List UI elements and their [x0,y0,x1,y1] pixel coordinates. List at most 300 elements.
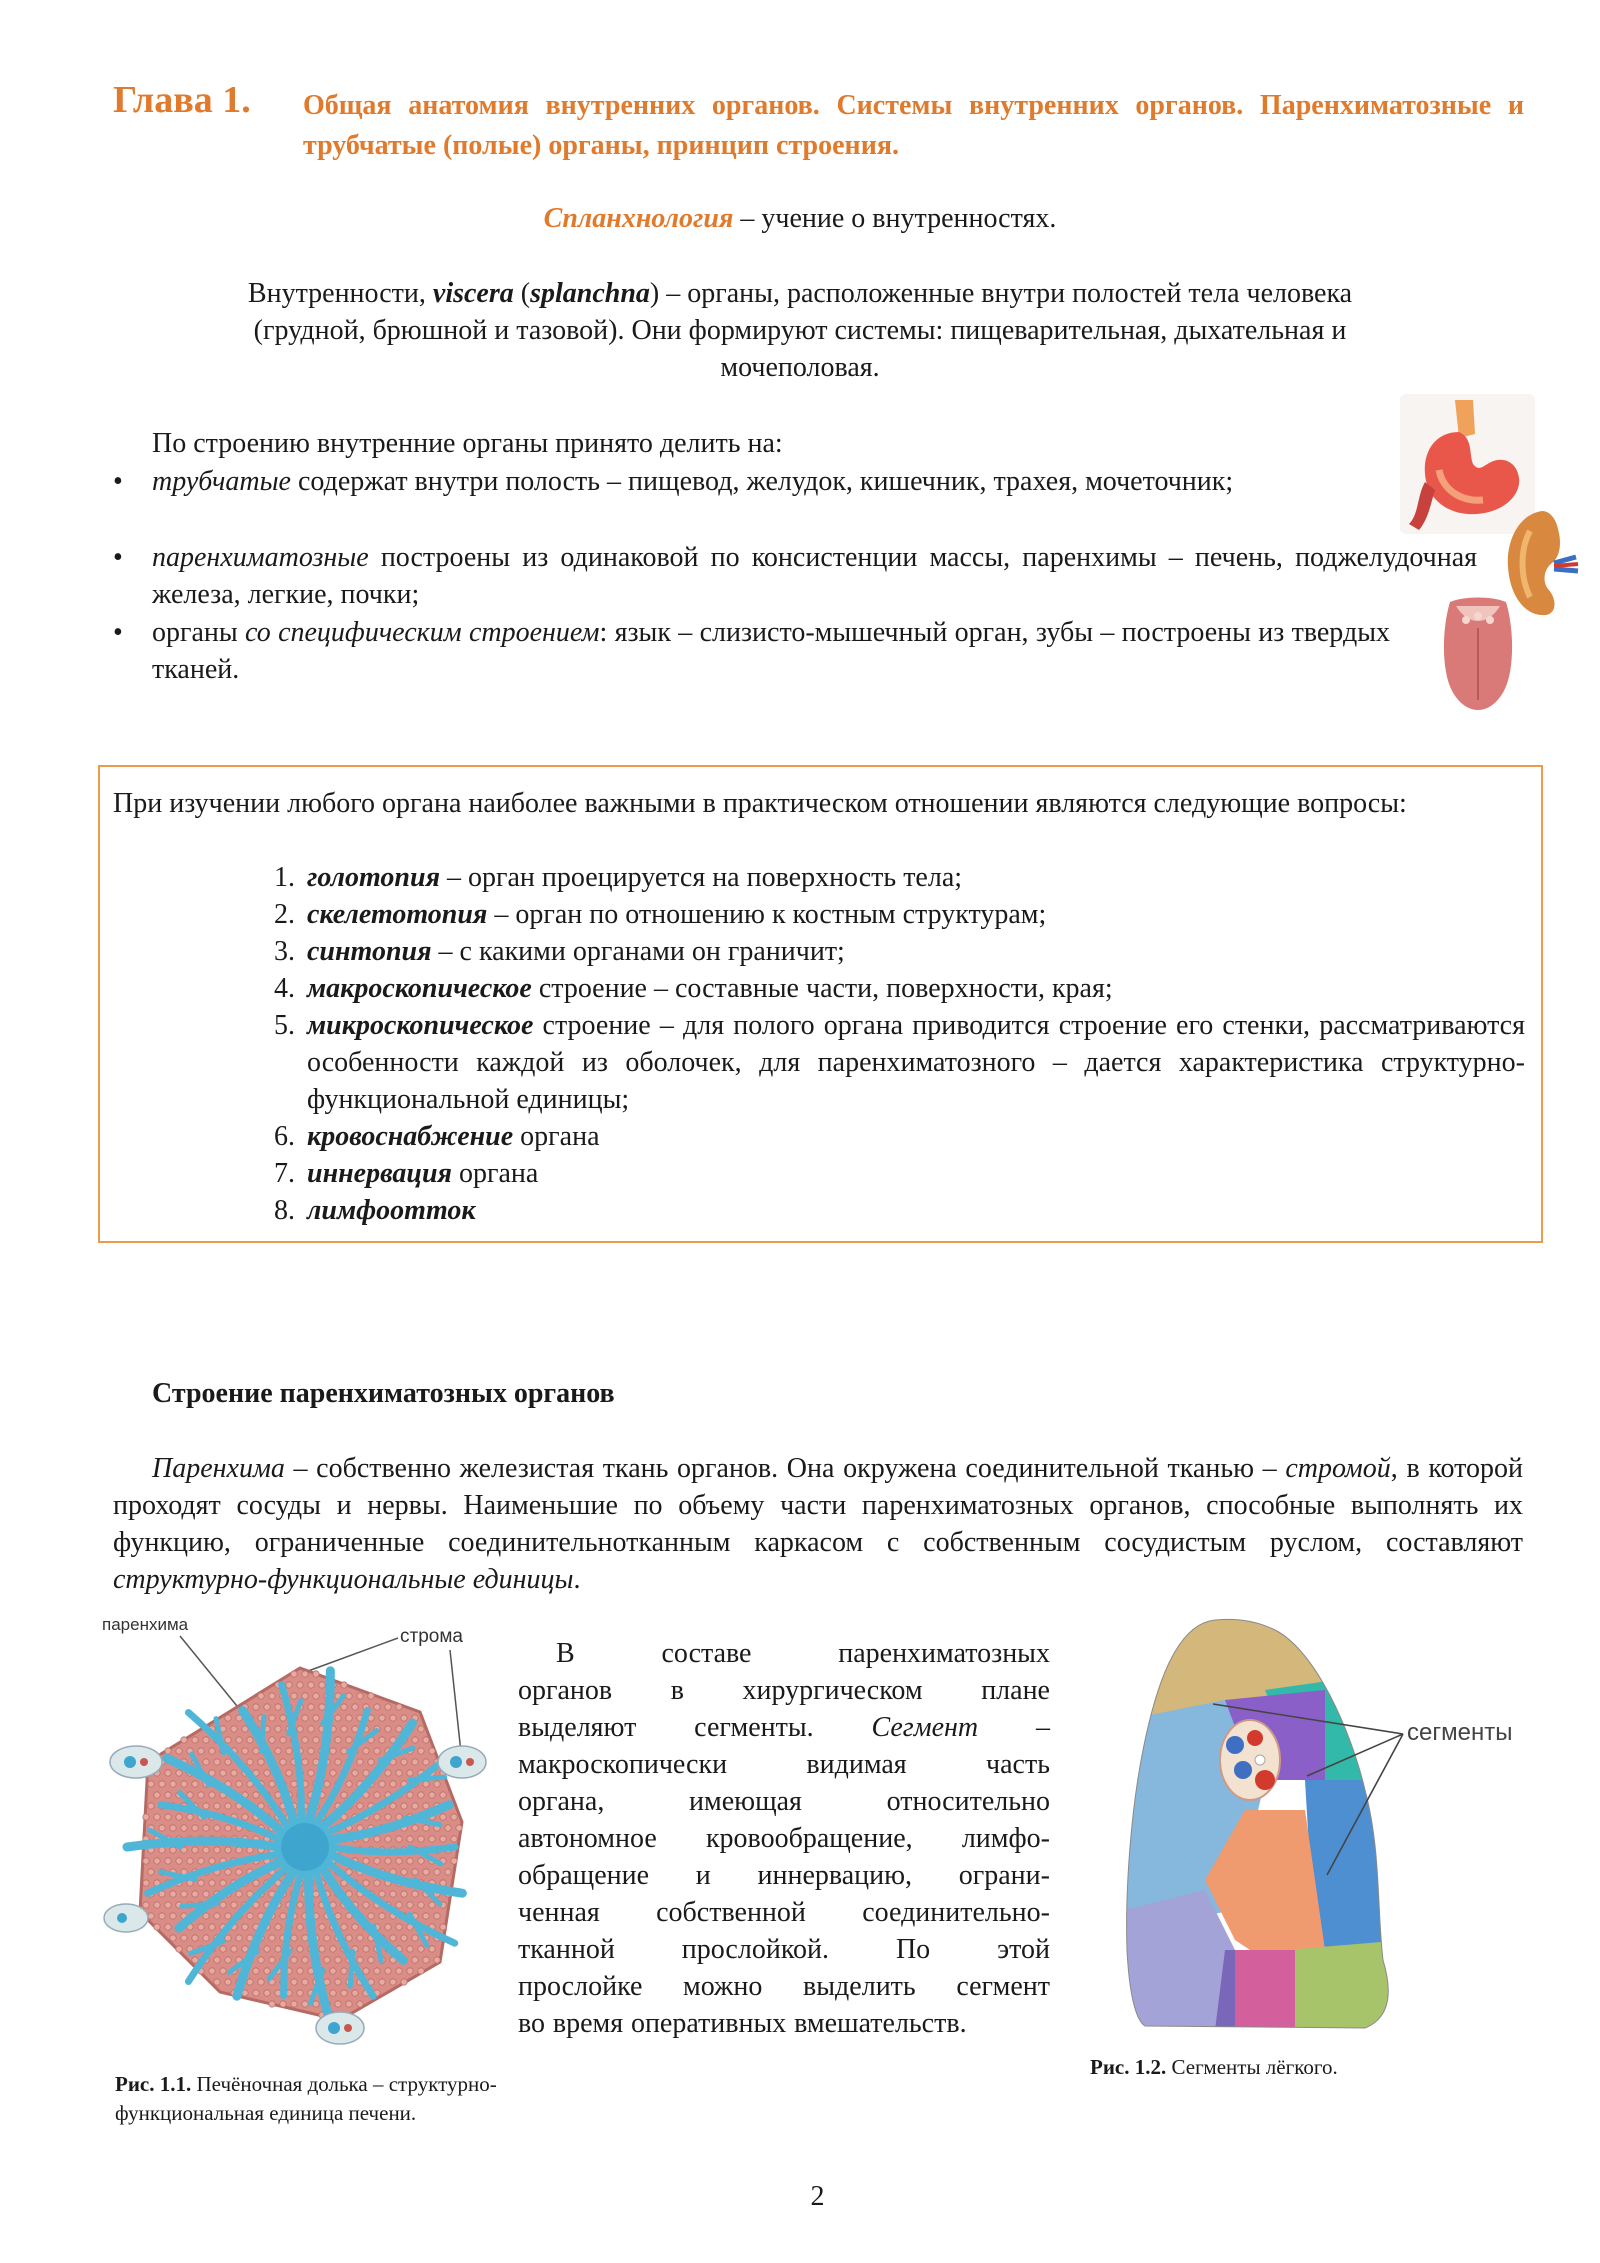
hepatocyte [412,1935,418,1941]
segment-paragraph [518,1635,1050,2042]
stroma-label: строма [400,1626,463,1647]
hepatocyte [209,1880,215,1886]
segment-word: вмешательств. [794,2008,967,2039]
hepatocyte [214,1979,220,1985]
hepatocyte [176,1770,182,1776]
hepatocyte [275,1924,281,1930]
hepatocyte [418,1726,424,1732]
hepatocyte [170,1935,176,1941]
hepatocyte [396,1924,402,1930]
figure1-caption-text-2: функциональная единица печени. [115,2101,417,2125]
hepatocyte [313,1693,319,1699]
hepatocyte [143,1880,149,1886]
hepatocyte [165,1924,171,1930]
hepatocyte [396,1704,402,1710]
segment-word: автономное [518,1823,657,1854]
hepatocyte [297,1990,303,1996]
segment-pink [1235,1950,1295,2030]
bullet-3-body: : язык – слизисто-мышечный орган, зубы – построены из твердых тканей. [152,617,1390,685]
structural-unit-term: структурно-функциональные единицы [113,1564,574,1595]
hepatocyte [401,1935,407,1941]
hepatocyte [187,1814,193,1820]
hepatocyte [335,1913,341,1919]
hepatocyte [159,1825,165,1831]
hepatocyte [269,1715,275,1721]
hepatocyte [225,1803,231,1809]
study-item [255,1192,1525,1229]
hepatocyte [423,1825,429,1831]
viscera-line-2: (грудной, брюшной и тазовой). Они формируют системы: пищеварительная, дыхательная и [253,315,1347,346]
hepatocyte [429,1748,435,1754]
stroma-leader-2 [450,1650,462,1762]
study-item-term: макроскопическое [307,973,532,1004]
segment-word: выделить [803,1971,916,2002]
hepatocyte [434,1913,440,1919]
hepatocyte [154,1814,160,1820]
hepatocyte [346,1715,352,1721]
hepatocyte [379,1979,385,1985]
hepatocyte [412,1825,418,1831]
hepatocyte [445,1825,451,1831]
hepatocyte [242,1814,248,1820]
hepatocyte [401,1715,407,1721]
viscera-suffix: ) – органы, расположенные внутри полостей тела человека [649,278,1353,309]
hepatocyte [418,1858,424,1864]
hepatocyte [352,1924,358,1930]
hepatocyte [330,1770,336,1776]
hepatocyte [319,1946,325,1952]
hepatocyte [330,1968,336,1974]
bullet-2-dot: • [113,542,123,573]
hepatocyte [192,1737,198,1743]
hepatocyte [313,1891,319,1897]
hepatocyte [280,1737,286,1743]
segment-word: видимая [806,1749,907,1780]
segments-label: сегменты [1407,1719,1513,1746]
study-item-term: микроскопическое [307,1010,534,1041]
hepatocyte [154,1858,160,1864]
tongue-illustration [1428,592,1528,717]
hepatocyte [236,1847,242,1853]
hepatocyte [313,2001,319,2007]
hepatocyte [269,1935,275,1941]
hepatocyte [203,1847,209,1853]
hepatocyte [423,1913,429,1919]
hepatocyte [165,1902,171,1908]
hepatocyte [341,1704,347,1710]
segment-word: выделяют [518,1712,637,1743]
study-item-text [307,896,1046,933]
hepatocyte [401,1759,407,1765]
hepatocyte [225,1847,231,1853]
hepatocyte [214,1803,220,1809]
hepatocyte [291,1671,297,1677]
hepatocyte [423,1957,429,1963]
hepatocyte [374,1858,380,1864]
hepatocyte [363,1770,369,1776]
hepatocyte [170,1913,176,1919]
segment-line [518,1709,1050,1746]
papilla-1 [1462,616,1470,624]
hepatocyte [302,1759,308,1765]
hepatocyte [198,1880,204,1886]
hepatocyte [280,1715,286,1721]
hepatocyte [396,1902,402,1908]
segment-word: ограни- [958,1860,1050,1891]
hepatocyte [225,1957,231,1963]
hepatocyte [264,1946,270,1952]
segment-term: Сегмент [871,1712,979,1743]
hepatocyte [203,1825,209,1831]
hepatocyte [412,1759,418,1765]
segment-word: и [695,1860,711,1891]
hepatocyte [154,1902,160,1908]
sinusoid-branch [410,1777,445,1779]
hepatocyte [319,1924,325,1930]
hepatocyte [269,1693,275,1699]
hepatocyte [159,1847,165,1853]
hepatocyte [192,1825,198,1831]
hepatocyte [451,1814,457,1820]
segment-word: прослойкой. [681,1934,829,1965]
hepatocyte [401,1979,407,1985]
study-item [255,896,1525,933]
hepatocyte [280,2001,286,2007]
study-item-body: строение – для полого органа приводится строение его стенки, рассматриваются особенности каждой из оболочек, для паренхиматозного – дается характеристика структурно-функциональной единицы; [307,1010,1525,1115]
hepatocyte [363,1858,369,1864]
hepatocyte [297,1968,303,1974]
sinusoid-branch [350,1951,353,1986]
section-title: Строение паренхиматозных органов [152,1378,615,1409]
hepatocyte [407,1968,413,1974]
hepatocyte [247,1979,253,1985]
hepatocyte [363,1968,369,1974]
hepatocyte [390,1935,396,1941]
hepatocyte [390,1781,396,1787]
hepatocyte [374,1748,380,1754]
hepatocyte [401,1869,407,1875]
hepatocyte [341,1924,347,1930]
hepatocyte [302,1737,308,1743]
hepatocyte [286,1748,292,1754]
hepatocyte [192,1847,198,1853]
hepatocyte [209,1792,215,1798]
hepatocyte [269,1737,275,1743]
segment-inferior-right [1285,1940,1405,2030]
parenchyma-label: паренхима [102,1615,189,1634]
hepatocyte [302,2001,308,2007]
hepatocyte [341,1792,347,1798]
study-item-number: 2. [274,899,295,930]
bullet-3-prefix: органы [152,617,246,648]
study-item [255,1155,1525,1192]
segment-line [518,1894,1050,1931]
hepatocyte [269,2001,275,2007]
hepatocyte [335,1715,341,1721]
study-item-body: – орган по отношению к костным структурам; [487,899,1047,930]
viscera-paragraph [0,275,1600,386]
segment-word: тканной [518,1934,615,1965]
hepatocyte [407,1770,413,1776]
hepatocyte [302,1715,308,1721]
segment-word: можно [683,1971,763,2002]
hepatocyte [220,1770,226,1776]
hepatocyte [390,1891,396,1897]
hepatocyte [253,1792,259,1798]
hepatocyte [159,1913,165,1919]
hepatocyte [291,1693,297,1699]
hepatocyte [220,1946,226,1952]
hepatocyte [143,1902,149,1908]
hepatocyte [418,1748,424,1754]
segment-word: составе [661,1638,752,1669]
study-item-text [307,1155,538,1192]
hepatocyte [275,1726,281,1732]
segment-line [518,1672,1050,1709]
hepatocyte [407,1902,413,1908]
hepatocyte [423,1781,429,1787]
segment-word: органа, [518,1786,605,1817]
bullet-1-dot: • [113,466,123,497]
hepatocyte [385,1726,391,1732]
hepatocyte [407,1858,413,1864]
stroma-leader-1 [300,1638,398,1674]
hepatocyte [418,1836,424,1842]
hepatocyte [324,1781,330,1787]
segment-line [518,1968,1050,2005]
hepatocyte [385,1968,391,1974]
segment-word: плане [981,1675,1050,1706]
segment-word: оперативных [630,2008,787,2039]
hepatocyte [363,1748,369,1754]
hepatocyte [291,1935,297,1941]
hepatocyte [440,1836,446,1842]
portal-triad-right [438,1746,486,1778]
central-vein [281,1823,329,1871]
hepatocyte [148,1869,154,1875]
hepatocyte [143,1858,149,1864]
hepatocyte [165,1814,171,1820]
hepatocyte [385,1858,391,1864]
hepatocyte [181,1737,187,1743]
hepatocyte [418,1946,424,1952]
hepatocyte [396,1836,402,1842]
hepatocyte [291,2001,297,2007]
hepatocyte [385,1814,391,1820]
hepatocyte [374,1968,380,1974]
hepatocyte [396,1858,402,1864]
hepatocyte [302,1693,308,1699]
hepatocyte [423,1869,429,1875]
hilum [1220,1720,1280,1800]
hepatocyte [291,1979,297,1985]
hepatocyte [181,1825,187,1831]
hepatocyte [302,1957,308,1963]
hepatocyte [253,1880,259,1886]
segment-word: хирургическом [742,1675,923,1706]
hepatocyte [275,1748,281,1754]
hepatocyte [165,1792,171,1798]
hepatocyte [264,1968,270,1974]
hepatocyte [308,1682,314,1688]
hepatocyte [253,1748,259,1754]
hepatocyte [313,1671,319,1677]
hepatocyte [203,1803,209,1809]
papilla-3 [1474,612,1482,620]
hepatocyte [335,1979,341,1985]
hepatocyte [412,1869,418,1875]
bullet-1-body: содержат внутри полость – пищевод, желудок, кишечник, трахея, мочеточник; [290,466,1234,497]
hepatocyte [286,1682,292,1688]
hepatocyte [291,1957,297,1963]
hepatocyte [225,1759,231,1765]
viscera-line-1 [0,275,1600,312]
hepatocyte [242,1748,248,1754]
hepatocyte [346,1781,352,1787]
parenchyma-text-1: – собственно железистая ткань органов. Она окружена соединительной тканью – [284,1453,1286,1484]
hepatocyte [176,1946,182,1952]
study-item-body: – с какими органами он граничит; [431,936,845,967]
study-item-term: иннервация [307,1158,452,1189]
segment-line [518,1746,1050,1783]
hepatocyte [390,1715,396,1721]
hepatocyte [236,1781,242,1787]
hepatocyte [352,1990,358,1996]
lung-segments [1125,1610,1405,2030]
hepatocyte [214,1847,220,1853]
hepatocyte [346,2001,352,2007]
viscera-latin: viscera [432,278,514,309]
study-item-number: 8. [274,1195,295,1226]
hepatocyte [423,1803,429,1809]
hepatocyte [236,1935,242,1941]
hepatocyte [264,1704,270,1710]
hepatocyte [148,1781,154,1787]
segment-word: В [556,1638,575,1669]
hepatocyte [220,1968,226,1974]
parenchyma-term: Паренхима [152,1453,285,1484]
hepatocyte [253,1990,259,1996]
hepatocyte [192,1935,198,1941]
hepatocyte [231,1902,237,1908]
hepatocyte [170,1825,176,1831]
hepatocyte [275,1704,281,1710]
segment-word: во [518,2008,546,2039]
hepatocyte [225,1913,231,1919]
page-number: 2 [810,2181,825,2212]
hepatocyte [346,1935,352,1941]
hepatocyte [385,1924,391,1930]
study-item-term: синтопия [307,936,432,967]
hepatocyte [214,1913,220,1919]
study-item-number: 6. [274,1121,295,1152]
hepatocyte [203,1913,209,1919]
hepatocyte [297,1946,303,1952]
hepatocyte [192,1781,198,1787]
hepatocyte [335,1737,341,1743]
viscera-paren: ( [513,278,531,309]
study-item-term: кровоснабжение [307,1121,514,1152]
hepatocyte [423,1759,429,1765]
lung-segments-figure [1065,1610,1565,2040]
parenchyma-text-2: , в которой проходят сосуды и нервы. Наименьшие по объему части паренхиматозных органов, способные выполнять их функцию, ограниченные соединительнотканным каркасом с собственным сосудистым руслом, составляют [113,1453,1523,1558]
study-item-number: 3. [274,936,295,967]
papilla-2 [1486,616,1494,624]
hepatocyte [297,1682,303,1688]
segment-word: макроскопически [518,1749,728,1780]
sinusoid-branch [261,1717,264,1752]
hepatocyte [209,1858,215,1864]
hepatocyte [330,1748,336,1754]
hepatocyte [214,1759,220,1765]
hepatocyte [275,1946,281,1952]
hepatocyte [440,1792,446,1798]
segment-word: этой [997,1934,1050,1965]
hepatocyte [242,1946,248,1952]
hepatocyte [203,1891,209,1897]
hepatocyte [143,1814,149,1820]
hepatocyte [286,1770,292,1776]
hepatocyte [209,1968,215,1974]
hepatocyte [297,1924,303,1930]
bullet-2-body: построены из одинаковой по консистенции массы, паренхимы – печень, поджелудочная железа, легкие, почки; [152,542,1477,610]
segment-word: ченная [518,1897,600,1928]
hepatocyte [181,1781,187,1787]
study-item [255,859,1525,896]
parenchyma-text-3: . [573,1564,581,1595]
segment-word: прослойке [518,1971,643,2002]
hepatocyte [269,1781,275,1787]
portal-triad-lower-left [104,1904,148,1932]
hepatocyte [357,2001,363,2007]
hepatocyte [181,1935,187,1941]
hepatocyte [418,1792,424,1798]
hepatocyte [374,1836,380,1842]
study-box-intro: При изучении любого органа наиболее важными в практическом отношении являются следующие вопросы: [113,788,1407,819]
hepatocyte [319,1682,325,1688]
hepatocyte [401,1891,407,1897]
hepatocyte [357,1693,363,1699]
study-item-body: – орган проецируется на поверхность тела; [440,862,963,893]
hepatocyte [280,1759,286,1765]
hepatocyte [231,1770,237,1776]
hepatocyte [247,1737,253,1743]
study-item [255,933,1525,970]
hepatocyte [335,1759,341,1765]
hepatocyte [324,1957,330,1963]
hepatocyte [176,1814,182,1820]
hepatocyte [357,1935,363,1941]
hepatocyte [154,1792,160,1798]
hepatocyte [401,1803,407,1809]
hepatocyte [176,1858,182,1864]
hepatocyte [341,1990,347,1996]
study-item-text [307,970,1113,1007]
hepatocyte [203,1737,209,1743]
hepatocyte [187,1792,193,1798]
hepatocyte [434,1957,440,1963]
hepatocyte [203,1935,209,1941]
hepatocyte [154,1924,160,1930]
study-item-text [307,859,962,896]
segment-dash: – [1035,1712,1050,1743]
segment-word: органов [518,1675,613,1706]
segment-line [518,1820,1050,1857]
hepatocyte [198,1924,204,1930]
hepatocyte [407,1946,413,1952]
hepatocyte [302,1935,308,1941]
hepatocyte [220,1880,226,1886]
